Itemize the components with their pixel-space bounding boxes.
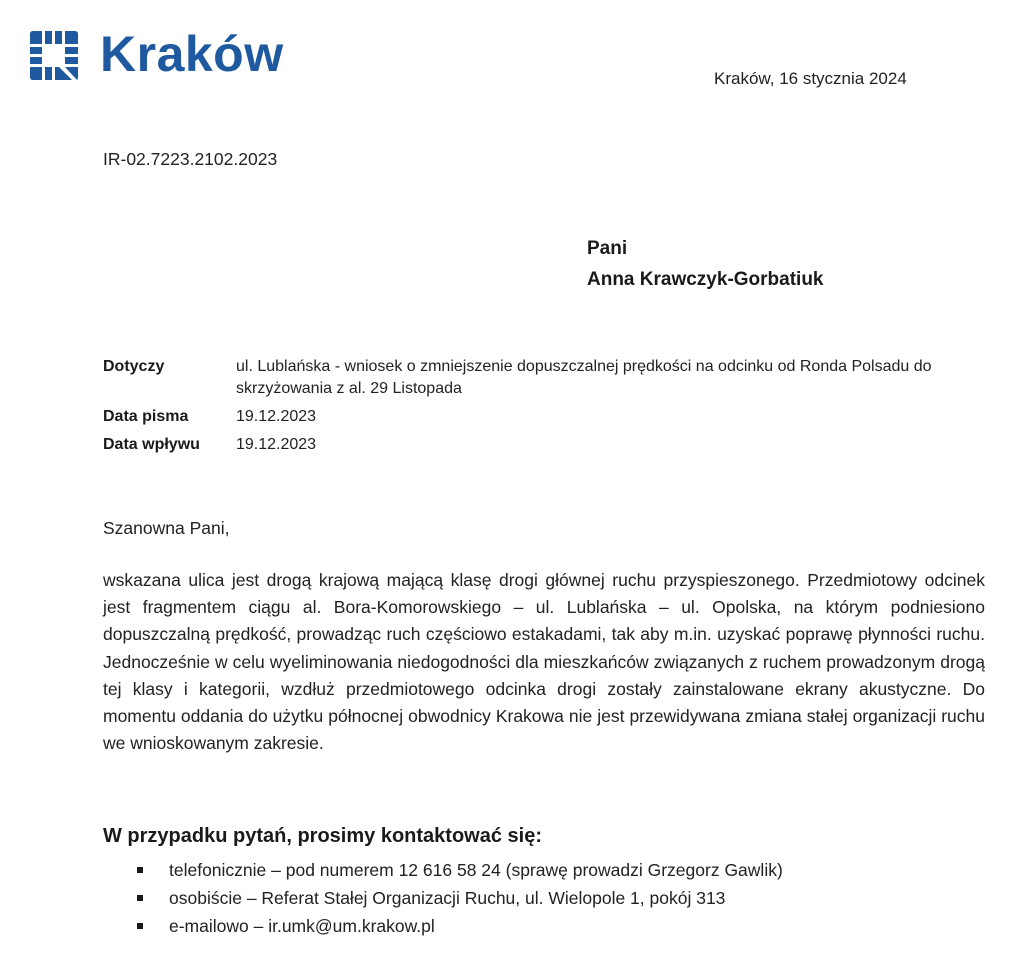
subject-value: ul. Lublańska - wniosek o zmniejszenie dopuszczalnej prędkości na odcinku od Ronda Polsadu do skrzyżowania z al. 29 Listopada (236, 358, 932, 397)
square-bullet-icon (137, 895, 143, 901)
contact-heading: W przypadku pytań, prosimy kontaktować się: (103, 825, 542, 847)
received-date-value: 19.12.2023 (236, 436, 317, 453)
received-date-label: Data wpływu (103, 436, 200, 453)
subject-label: Dotyczy (103, 358, 165, 375)
krakow-emblem-icon (28, 30, 80, 82)
krakow-logo (28, 26, 284, 82)
letter-date-row (103, 406, 993, 428)
contact-item-email[interactable] (137, 912, 783, 940)
letter-body: wskazana ulica jest drogą krajową mającą klasę drogi głównej ruchu przyspieszonego. Przedmiotowy odcinek jest fragmentem ciągu al. Bora-Komorowskiego – ul. Lublańska – ul. Opolska, na którym podniesiono dopuszczalną prędkość, prowadząc ruch częściowo estakadami, tak aby m.in. uzyskać poprawę płynności ruchu. Jednocześnie w celu wyeliminowania niedogodności dla mieszkańców związanych z ruchem prowadzonym drogą tej klasy i kategorii, wzdłuż przedmiotowego odcinka drogi zostały zainstalowane ekrany akustyczne. Do momentu oddania do użytku północnej obwodnicy Krakowa nie jest przewidywana zmiana stałej organizacji ruchu we wnioskowanym zakresie. (103, 570, 985, 754)
square-bullet-icon (137, 867, 143, 873)
subject-row (103, 356, 993, 400)
contact-item-phone (137, 856, 783, 884)
contact-item-text: telefonicznie – pod numerem 12 616 58 24 (sprawę prowadzi Grzegorz Gawlik) (169, 860, 783, 880)
received-date-row (103, 434, 993, 456)
square-bullet-icon (137, 923, 143, 929)
recipient-name: Anna Krawczyk-Gorbatiuk (587, 269, 824, 290)
reference-number: IR-02.7223.2102.2023 (103, 149, 278, 169)
recipient-title: Pani (587, 238, 628, 259)
letter-metadata (103, 356, 993, 462)
letter-date-value: 19.12.2023 (236, 408, 317, 425)
contact-list (137, 856, 783, 940)
contact-item-text[interactable]: e-mailowo – ir.umk@um.krakow.pl (169, 916, 435, 936)
place-and-date: Kraków, 16 stycznia 2024 (714, 69, 907, 88)
recipient-block (587, 233, 824, 295)
contact-item-text: osobiście – Referat Stałej Organizacji Ruchu, ul. Wielopole 1, pokój 313 (169, 888, 726, 908)
contact-item-in-person (137, 884, 783, 912)
letter-salutation: Szanowna Pani, (103, 518, 230, 538)
letter-date-label: Data pisma (103, 408, 189, 425)
logo-wordmark: Kraków (100, 26, 284, 82)
